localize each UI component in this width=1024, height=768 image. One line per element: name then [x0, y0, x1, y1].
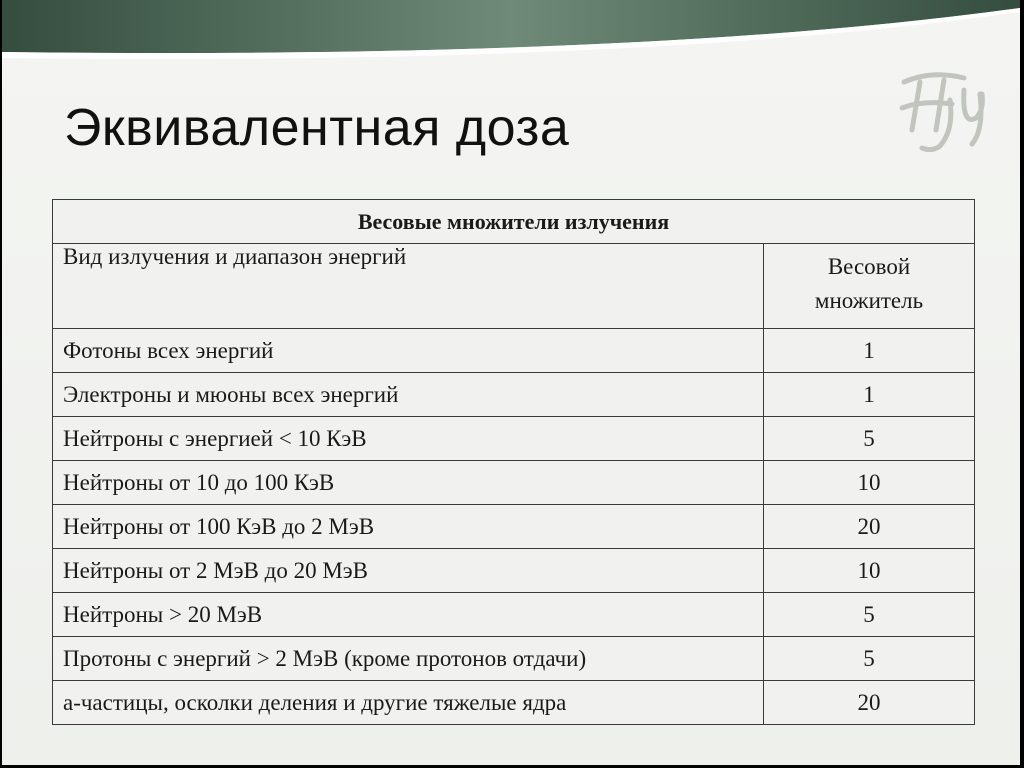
table-row — [53, 681, 975, 725]
radiation-type-cell: Фотоны всех энергий — [53, 329, 764, 373]
weighting-factor-cell: 5 — [764, 637, 975, 681]
radiation-type-cell: Электроны и мюоны всех энергий — [53, 373, 764, 417]
table-row — [53, 461, 975, 505]
university-logo-icon — [892, 60, 992, 160]
table-row — [53, 329, 975, 373]
table-caption-row — [53, 200, 975, 244]
table-row — [53, 549, 975, 593]
slide — [2, 0, 1020, 765]
radiation-type-cell: а-частицы, осколки деления и другие тяжелые ядра — [53, 681, 764, 725]
radiation-type-cell: Нейтроны с энергией < 10 КэВ — [53, 417, 764, 461]
table-row — [53, 637, 975, 681]
radiation-weighting-table — [52, 199, 975, 725]
weighting-factor-cell: 5 — [764, 417, 975, 461]
weighting-factor-cell: 10 — [764, 461, 975, 505]
weighting-factor-cell: 5 — [764, 593, 975, 637]
table-row — [53, 373, 975, 417]
weighting-factor-cell: 1 — [764, 329, 975, 373]
radiation-type-cell: Нейтроны от 100 КэВ до 2 МэВ — [53, 505, 764, 549]
weighting-factor-cell: 1 — [764, 373, 975, 417]
table-row — [53, 593, 975, 637]
slide-title: Эквивалентная доза — [64, 99, 570, 157]
weighting-factor-cell: 20 — [764, 681, 975, 725]
radiation-type-cell: Нейтроны от 2 МэВ до 20 МэВ — [53, 549, 764, 593]
radiation-type-cell: Нейтроны от 10 до 100 КэВ — [53, 461, 764, 505]
radiation-type-cell: Протоны с энергий > 2 МэВ (кроме протонов отдачи) — [53, 637, 764, 681]
table-header-row — [53, 244, 975, 329]
radiation-type-cell: Нейтроны > 20 МэВ — [53, 593, 764, 637]
header-radiation-type: Вид излучения и диапазон энергий — [53, 244, 764, 329]
table-caption: Весовые множители излучения — [53, 200, 975, 244]
weighting-factor-cell: 20 — [764, 505, 975, 549]
header-weighting-factor: Весовой множитель — [764, 244, 975, 329]
table-row — [53, 505, 975, 549]
weighting-factor-cell: 10 — [764, 549, 975, 593]
table-row — [53, 417, 975, 461]
